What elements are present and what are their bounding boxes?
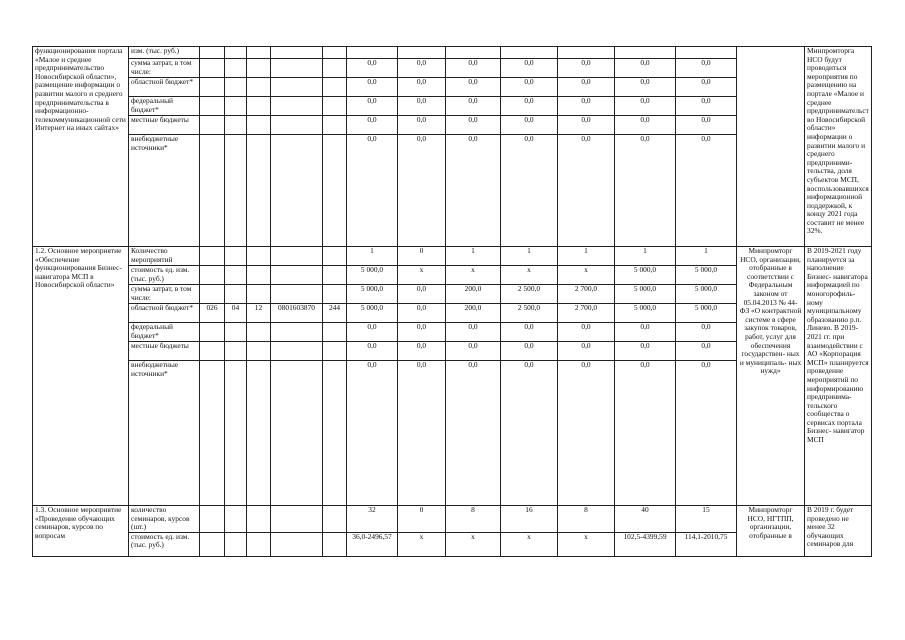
- budget-code-grbs: [200, 247, 225, 266]
- value-cell: 1: [558, 247, 615, 266]
- budget-code-vr: [323, 285, 347, 304]
- value-cell: 0,0: [558, 361, 615, 506]
- value-cell: 0,0: [558, 97, 615, 116]
- value-cell: 0,0: [501, 116, 558, 135]
- value-cell: 5 000,0: [347, 285, 398, 304]
- value-cell: 2 500,0: [501, 304, 558, 323]
- budget-code-pr: [247, 97, 271, 116]
- value-cell: 0,0: [347, 116, 398, 135]
- budget-code-pr: [247, 266, 271, 285]
- budget-code-vr: [323, 47, 347, 59]
- budget-code-grbs: [200, 506, 225, 533]
- budget-code-grbs: [200, 532, 225, 556]
- value-cell: 0,0: [615, 342, 676, 361]
- indicator-label: внебюджетные источники*: [129, 361, 200, 506]
- indicator-label: изм. (тыс. руб.): [129, 47, 200, 59]
- value-cell: х: [558, 266, 615, 285]
- activity-name: 1.3. Основное мероприятие «Проведение обучающих семинаров, курсов по вопросам: [33, 506, 129, 557]
- value-cell: 0,0: [347, 342, 398, 361]
- budget-code-csr: [271, 78, 323, 97]
- budget-code-csr: [271, 59, 323, 78]
- value-cell: 1: [615, 247, 676, 266]
- budget-code-csr: [271, 47, 323, 59]
- budget-code-grbs: [200, 323, 225, 342]
- budget-code-csr: [271, 323, 323, 342]
- value-cell: [501, 47, 558, 59]
- value-cell: 36,0-2496,57: [347, 532, 398, 556]
- value-cell: 0,0: [501, 323, 558, 342]
- indicator-label: количество семинаров, курсов (шт.): [129, 506, 200, 533]
- budget-code-pr: [247, 532, 271, 556]
- value-cell: 2 700,0: [558, 285, 615, 304]
- value-cell: 0,0: [558, 59, 615, 78]
- budget-code-csr: [271, 97, 323, 116]
- value-cell: 0,0: [558, 135, 615, 247]
- value-cell: 8: [558, 506, 615, 533]
- value-cell: 0: [398, 247, 446, 266]
- budget-code-pr: 12: [247, 304, 271, 323]
- budget-code-vr: [323, 342, 347, 361]
- budget-code-csr: [271, 266, 323, 285]
- value-cell: 0,0: [398, 116, 446, 135]
- value-cell: 0,0: [501, 135, 558, 247]
- indicator-label: местные бюджеты: [129, 342, 200, 361]
- budget-code-rz: [225, 285, 247, 304]
- budget-code-vr: [323, 506, 347, 533]
- value-cell: 16: [501, 506, 558, 533]
- value-cell: 5 000,0: [347, 304, 398, 323]
- budget-code-vr: [323, 323, 347, 342]
- value-cell: 0,0: [676, 78, 737, 97]
- budget-code-csr: [271, 247, 323, 266]
- value-cell: [615, 47, 676, 59]
- value-cell: 0,0: [558, 342, 615, 361]
- budget-code-grbs: [200, 116, 225, 135]
- budget-code-pr: [247, 247, 271, 266]
- value-cell: 114,1-2010,75: [676, 532, 737, 556]
- value-cell: 0,0: [446, 78, 501, 97]
- value-cell: 0,0: [398, 342, 446, 361]
- expected-result: В 2019 г. будет проведено не менее 32 обучающих семинаров для: [805, 506, 872, 557]
- budget-code-pr: [247, 361, 271, 506]
- value-cell: 0,0: [446, 323, 501, 342]
- value-cell: 0,0: [446, 342, 501, 361]
- value-cell: х: [558, 532, 615, 556]
- value-cell: [398, 47, 446, 59]
- value-cell: 102,5-4399,59: [615, 532, 676, 556]
- value-cell: 1: [501, 247, 558, 266]
- value-cell: 0,0: [676, 59, 737, 78]
- indicator-label: областной бюджет*: [129, 78, 200, 97]
- value-cell: 0,0: [446, 361, 501, 506]
- value-cell: 1: [446, 247, 501, 266]
- value-cell: 0,0: [398, 59, 446, 78]
- value-cell: 0,0: [615, 323, 676, 342]
- value-cell: 0,0: [347, 135, 398, 247]
- budget-code-vr: 244: [323, 304, 347, 323]
- budget-code-grbs: [200, 97, 225, 116]
- value-cell: 0,0: [398, 304, 446, 323]
- budget-code-csr: 0801603870: [271, 304, 323, 323]
- value-cell: 0,0: [347, 78, 398, 97]
- executor: Минпромторг НСО, НГТПП, организации, отобранные в: [737, 506, 805, 557]
- budget-code-csr: [271, 116, 323, 135]
- value-cell: [347, 47, 398, 59]
- budget-code-pr: [247, 342, 271, 361]
- value-cell: [558, 47, 615, 59]
- value-cell: 0,0: [398, 285, 446, 304]
- budget-code-grbs: [200, 78, 225, 97]
- activity-name: 1.2. Основное мероприятие «Обеспечение функционирования Бизнес-навигатора МСП в Новосибирской области»: [33, 247, 129, 506]
- value-cell: 0,0: [347, 97, 398, 116]
- table-row: [33, 247, 872, 266]
- value-cell: 0,0: [558, 78, 615, 97]
- value-cell: 2 500,0: [501, 285, 558, 304]
- indicator-label: федеральный бюджет*: [129, 323, 200, 342]
- value-cell: 0,0: [347, 361, 398, 506]
- value-cell: 0,0: [446, 97, 501, 116]
- indicator-label: областной бюджет*: [129, 304, 200, 323]
- value-cell: 32: [347, 506, 398, 533]
- value-cell: 200,0: [446, 304, 501, 323]
- budget-code-rz: [225, 135, 247, 247]
- budget-code-csr: [271, 532, 323, 556]
- activity-name: функционирования портала «Малое и среднее предпринимательство Новосибирской области», размещение информации о развитии малого и среднего предпринимательства в информационно- телекоммуникационной сети Интернет на иных сайтах»: [33, 47, 129, 247]
- value-cell: [676, 47, 737, 59]
- value-cell: 0,0: [676, 323, 737, 342]
- budget-code-pr: [247, 59, 271, 78]
- budget-code-vr: [323, 266, 347, 285]
- value-cell: 0,0: [676, 342, 737, 361]
- program-activities-table: [32, 46, 872, 557]
- value-cell: 0,0: [501, 342, 558, 361]
- value-cell: 0,0: [615, 78, 676, 97]
- budget-code-rz: [225, 266, 247, 285]
- budget-code-rz: [225, 59, 247, 78]
- value-cell: 0,0: [501, 361, 558, 506]
- value-cell: 1: [676, 247, 737, 266]
- value-cell: 0,0: [615, 97, 676, 116]
- value-cell: 0,0: [676, 135, 737, 247]
- value-cell: 0,0: [558, 323, 615, 342]
- budget-code-csr: [271, 135, 323, 247]
- expected-result: Минпромторга НСО будут проводиться мероприятия по размещению на портале «Малое и среднее предпринимательст во Новосибирской области» информации о развитии малого и среднего предприними- тельства, доля субъектов МСП, воспользовавшихся информационной поддержкой, к концу 2021 года составит не менее 32%.: [805, 47, 872, 247]
- value-cell: х: [501, 532, 558, 556]
- indicator-label: Количество мероприятий: [129, 247, 200, 266]
- value-cell: 5 000,0: [676, 285, 737, 304]
- value-cell: 0,0: [398, 97, 446, 116]
- budget-code-grbs: 026: [200, 304, 225, 323]
- budget-code-pr: [247, 47, 271, 59]
- value-cell: х: [398, 532, 446, 556]
- value-cell: 0,0: [558, 116, 615, 135]
- budget-code-rz: [225, 323, 247, 342]
- budget-code-rz: [225, 506, 247, 533]
- value-cell: 0,0: [446, 135, 501, 247]
- value-cell: 0,0: [446, 116, 501, 135]
- budget-code-csr: [271, 342, 323, 361]
- value-cell: 0,0: [398, 361, 446, 506]
- expected-result: В 2019-2021 году планируется за наполнение Бизнес- навигатора информацией по моногорофиль- ному муниципальному образованию р.п. Линево. В 2019-2021 гг. при взаимодействии с АО «Корпорация МСП» планируется проведение мероприятий по информированию предпринима- тельского сообщества о сервисах портала Бизнес- навигатор МСП: [805, 247, 872, 506]
- budget-code-rz: [225, 342, 247, 361]
- budget-code-rz: [225, 361, 247, 506]
- budget-code-grbs: [200, 47, 225, 59]
- budget-code-vr: [323, 78, 347, 97]
- indicator-label: сумма затрат, в том числе:: [129, 285, 200, 304]
- budget-code-vr: [323, 59, 347, 78]
- value-cell: 0,0: [615, 59, 676, 78]
- budget-code-csr: [271, 361, 323, 506]
- budget-code-rz: 04: [225, 304, 247, 323]
- budget-code-vr: [323, 247, 347, 266]
- value-cell: 40: [615, 506, 676, 533]
- budget-code-pr: [247, 285, 271, 304]
- indicator-label: внебюджетные источники*: [129, 135, 200, 247]
- value-cell: 0,0: [501, 78, 558, 97]
- value-cell: 5 000,0: [347, 266, 398, 285]
- table-row: [33, 47, 872, 59]
- value-cell: 0,0: [398, 135, 446, 247]
- value-cell: 0,0: [446, 59, 501, 78]
- executor: [737, 47, 805, 247]
- budget-code-rz: [225, 532, 247, 556]
- budget-code-pr: [247, 506, 271, 533]
- budget-code-rz: [225, 97, 247, 116]
- value-cell: 0,0: [676, 116, 737, 135]
- value-cell: [446, 47, 501, 59]
- budget-code-grbs: [200, 135, 225, 247]
- value-cell: 8: [446, 506, 501, 533]
- value-cell: х: [446, 532, 501, 556]
- budget-code-vr: [323, 97, 347, 116]
- value-cell: 5 000,0: [676, 304, 737, 323]
- value-cell: 0,0: [347, 323, 398, 342]
- indicator-label: стоимость ед. изм. (тыс. руб.): [129, 266, 200, 285]
- budget-code-rz: [225, 116, 247, 135]
- budget-code-grbs: [200, 266, 225, 285]
- indicator-label: местные бюджеты: [129, 116, 200, 135]
- budget-code-pr: [247, 323, 271, 342]
- indicator-label: федеральный бюджет*: [129, 97, 200, 116]
- indicator-label: стоимость ед. изм. (тыс. руб.): [129, 532, 200, 556]
- budget-code-pr: [247, 116, 271, 135]
- value-cell: 0,0: [615, 135, 676, 247]
- value-cell: 0,0: [398, 323, 446, 342]
- budget-code-rz: [225, 47, 247, 59]
- value-cell: 0,0: [615, 361, 676, 506]
- value-cell: 0,0: [676, 361, 737, 506]
- budget-code-csr: [271, 506, 323, 533]
- budget-code-grbs: [200, 361, 225, 506]
- budget-code-vr: [323, 135, 347, 247]
- budget-code-vr: [323, 116, 347, 135]
- executor: Минпромторг НСО, организации, отобранные в соответствии с Федеральным законом от 05.04.2013 № 44-ФЗ «О контрактной системе в сфере закупок товаров, работ, услуг для обеспечения государствен- ных и муниципаль- ных нужд»: [737, 247, 805, 506]
- budget-code-csr: [271, 285, 323, 304]
- value-cell: 200,0: [446, 285, 501, 304]
- budget-code-rz: [225, 247, 247, 266]
- budget-code-vr: [323, 532, 347, 556]
- indicator-label: сумма затрат, в том числе:: [129, 59, 200, 78]
- value-cell: х: [446, 266, 501, 285]
- budget-code-grbs: [200, 285, 225, 304]
- value-cell: 0,0: [615, 116, 676, 135]
- value-cell: 5 000,0: [615, 304, 676, 323]
- value-cell: 5 000,0: [615, 266, 676, 285]
- table-row: [33, 506, 872, 533]
- value-cell: 5 000,0: [676, 266, 737, 285]
- value-cell: 0: [398, 506, 446, 533]
- value-cell: 0,0: [501, 59, 558, 78]
- value-cell: 0,0: [347, 59, 398, 78]
- budget-code-vr: [323, 361, 347, 506]
- budget-code-rz: [225, 78, 247, 97]
- value-cell: 1: [347, 247, 398, 266]
- value-cell: 2 700,0: [558, 304, 615, 323]
- value-cell: 0,0: [398, 78, 446, 97]
- value-cell: 5 000,0: [615, 285, 676, 304]
- budget-code-pr: [247, 135, 271, 247]
- value-cell: 0,0: [501, 97, 558, 116]
- value-cell: х: [398, 266, 446, 285]
- value-cell: 15: [676, 506, 737, 533]
- budget-code-grbs: [200, 59, 225, 78]
- value-cell: х: [501, 266, 558, 285]
- value-cell: 0,0: [676, 97, 737, 116]
- budget-code-grbs: [200, 342, 225, 361]
- budget-code-pr: [247, 78, 271, 97]
